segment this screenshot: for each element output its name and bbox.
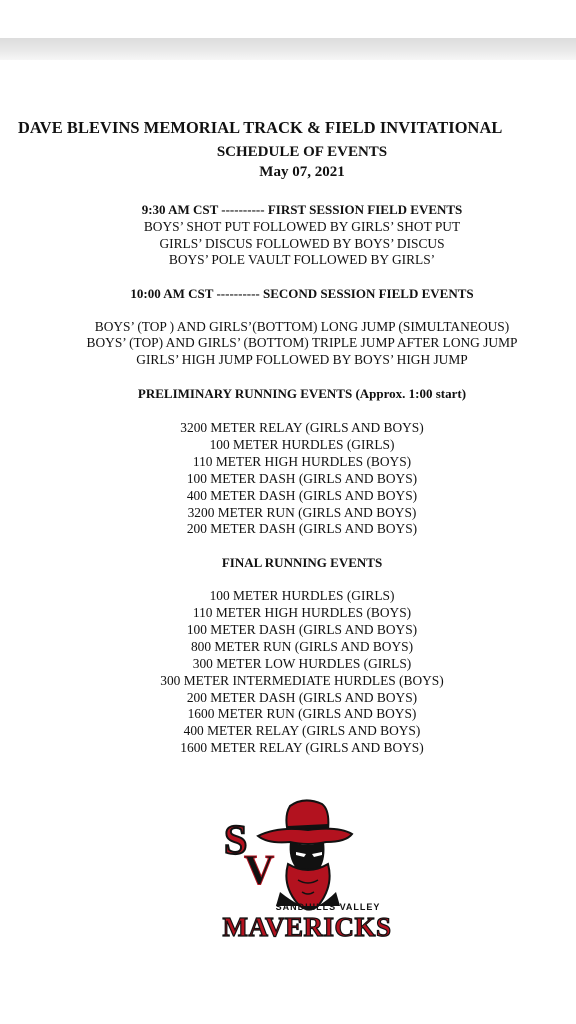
preliminary-event: 3200 METER RELAY (GIRLS AND BOYS) bbox=[180, 420, 424, 435]
preliminary-event: 200 METER DASH (GIRLS AND BOYS) bbox=[186, 521, 418, 536]
finals-event: 100 METER HURDLES (GIRLS) bbox=[209, 588, 395, 603]
finals-event: 1600 METER RELAY (GIRLS AND BOYS) bbox=[180, 740, 424, 755]
finals-event: 100 METER DASH (GIRLS AND BOYS) bbox=[186, 622, 418, 637]
page-title: DAVE BLEVINS MEMORIAL TRACK & FIELD INVITATIONAL bbox=[18, 118, 503, 137]
finals-event: 800 METER RUN (GIRLS AND BOYS) bbox=[190, 639, 414, 654]
top-toolbar-strip bbox=[0, 38, 576, 60]
finals-event: 200 METER DASH (GIRLS AND BOYS) bbox=[186, 690, 418, 705]
logo-mascot-name: MAVERICKS bbox=[222, 912, 392, 942]
first-session-event: BOYS’ SHOT PUT FOLLOWED BY GIRLS’ SHOT PUT bbox=[143, 219, 461, 234]
finals-event: 300 METER LOW HURDLES (GIRLS) bbox=[192, 656, 412, 671]
second-session-event: GIRLS’ HIGH JUMP FOLLOWED BY BOYS’ HIGH JUMP bbox=[136, 352, 468, 367]
monogram-s: S bbox=[224, 818, 248, 864]
finals-event: 1600 METER RUN (GIRLS AND BOYS) bbox=[187, 706, 417, 721]
finals-event: 110 METER HIGH HURDLES (BOYS) bbox=[192, 605, 412, 620]
finals-event: 300 METER INTERMEDIATE HURDLES (BOYS) bbox=[160, 673, 444, 688]
first-session-event: GIRLS’ DISCUS FOLLOWED BY BOYS’ DISCUS bbox=[159, 236, 445, 251]
second-session-event: BOYS’ (TOP) AND GIRLS’ (BOTTOM) TRIPLE JUMP AFTER LONG JUMP bbox=[86, 335, 518, 350]
preliminary-heading: PRELIMINARY RUNNING EVENTS (Approx. 1:00 start) bbox=[137, 386, 467, 401]
sandhills-valley-mavericks-logo bbox=[218, 796, 390, 944]
page-subtitle: SCHEDULE OF EVENTS bbox=[216, 144, 388, 160]
first-session-heading: 9:30 AM CST ---------- FIRST SESSION FIELD EVENTS bbox=[141, 202, 463, 217]
first-session-event: BOYS’ POLE VAULT FOLLOWED BY GIRLS’ bbox=[168, 252, 436, 267]
event-date: May 07, 2021 bbox=[259, 164, 345, 180]
preliminary-event: 3200 METER RUN (GIRLS AND BOYS) bbox=[187, 505, 417, 520]
finals-heading: FINAL RUNNING EVENTS bbox=[221, 555, 383, 570]
preliminary-event: 100 METER HURDLES (GIRLS) bbox=[209, 437, 395, 452]
preliminary-event: 400 METER DASH (GIRLS AND BOYS) bbox=[186, 488, 418, 503]
preliminary-event: 110 METER HIGH HURDLES (BOYS) bbox=[192, 454, 412, 469]
finals-event: 400 METER RELAY (GIRLS AND BOYS) bbox=[183, 723, 421, 738]
preliminary-event: 100 METER DASH (GIRLS AND BOYS) bbox=[186, 471, 418, 486]
monogram-v: V bbox=[244, 848, 275, 894]
logo-school-name: SANDHILLS VALLEY bbox=[275, 902, 381, 912]
second-session-heading: 10:00 AM CST ---------- SECOND SESSION FIELD EVENTS bbox=[130, 286, 474, 301]
second-session-event: BOYS’ (TOP ) AND GIRLS’(BOTTOM) LONG JUMP (SIMULTANEOUS) bbox=[94, 319, 510, 334]
